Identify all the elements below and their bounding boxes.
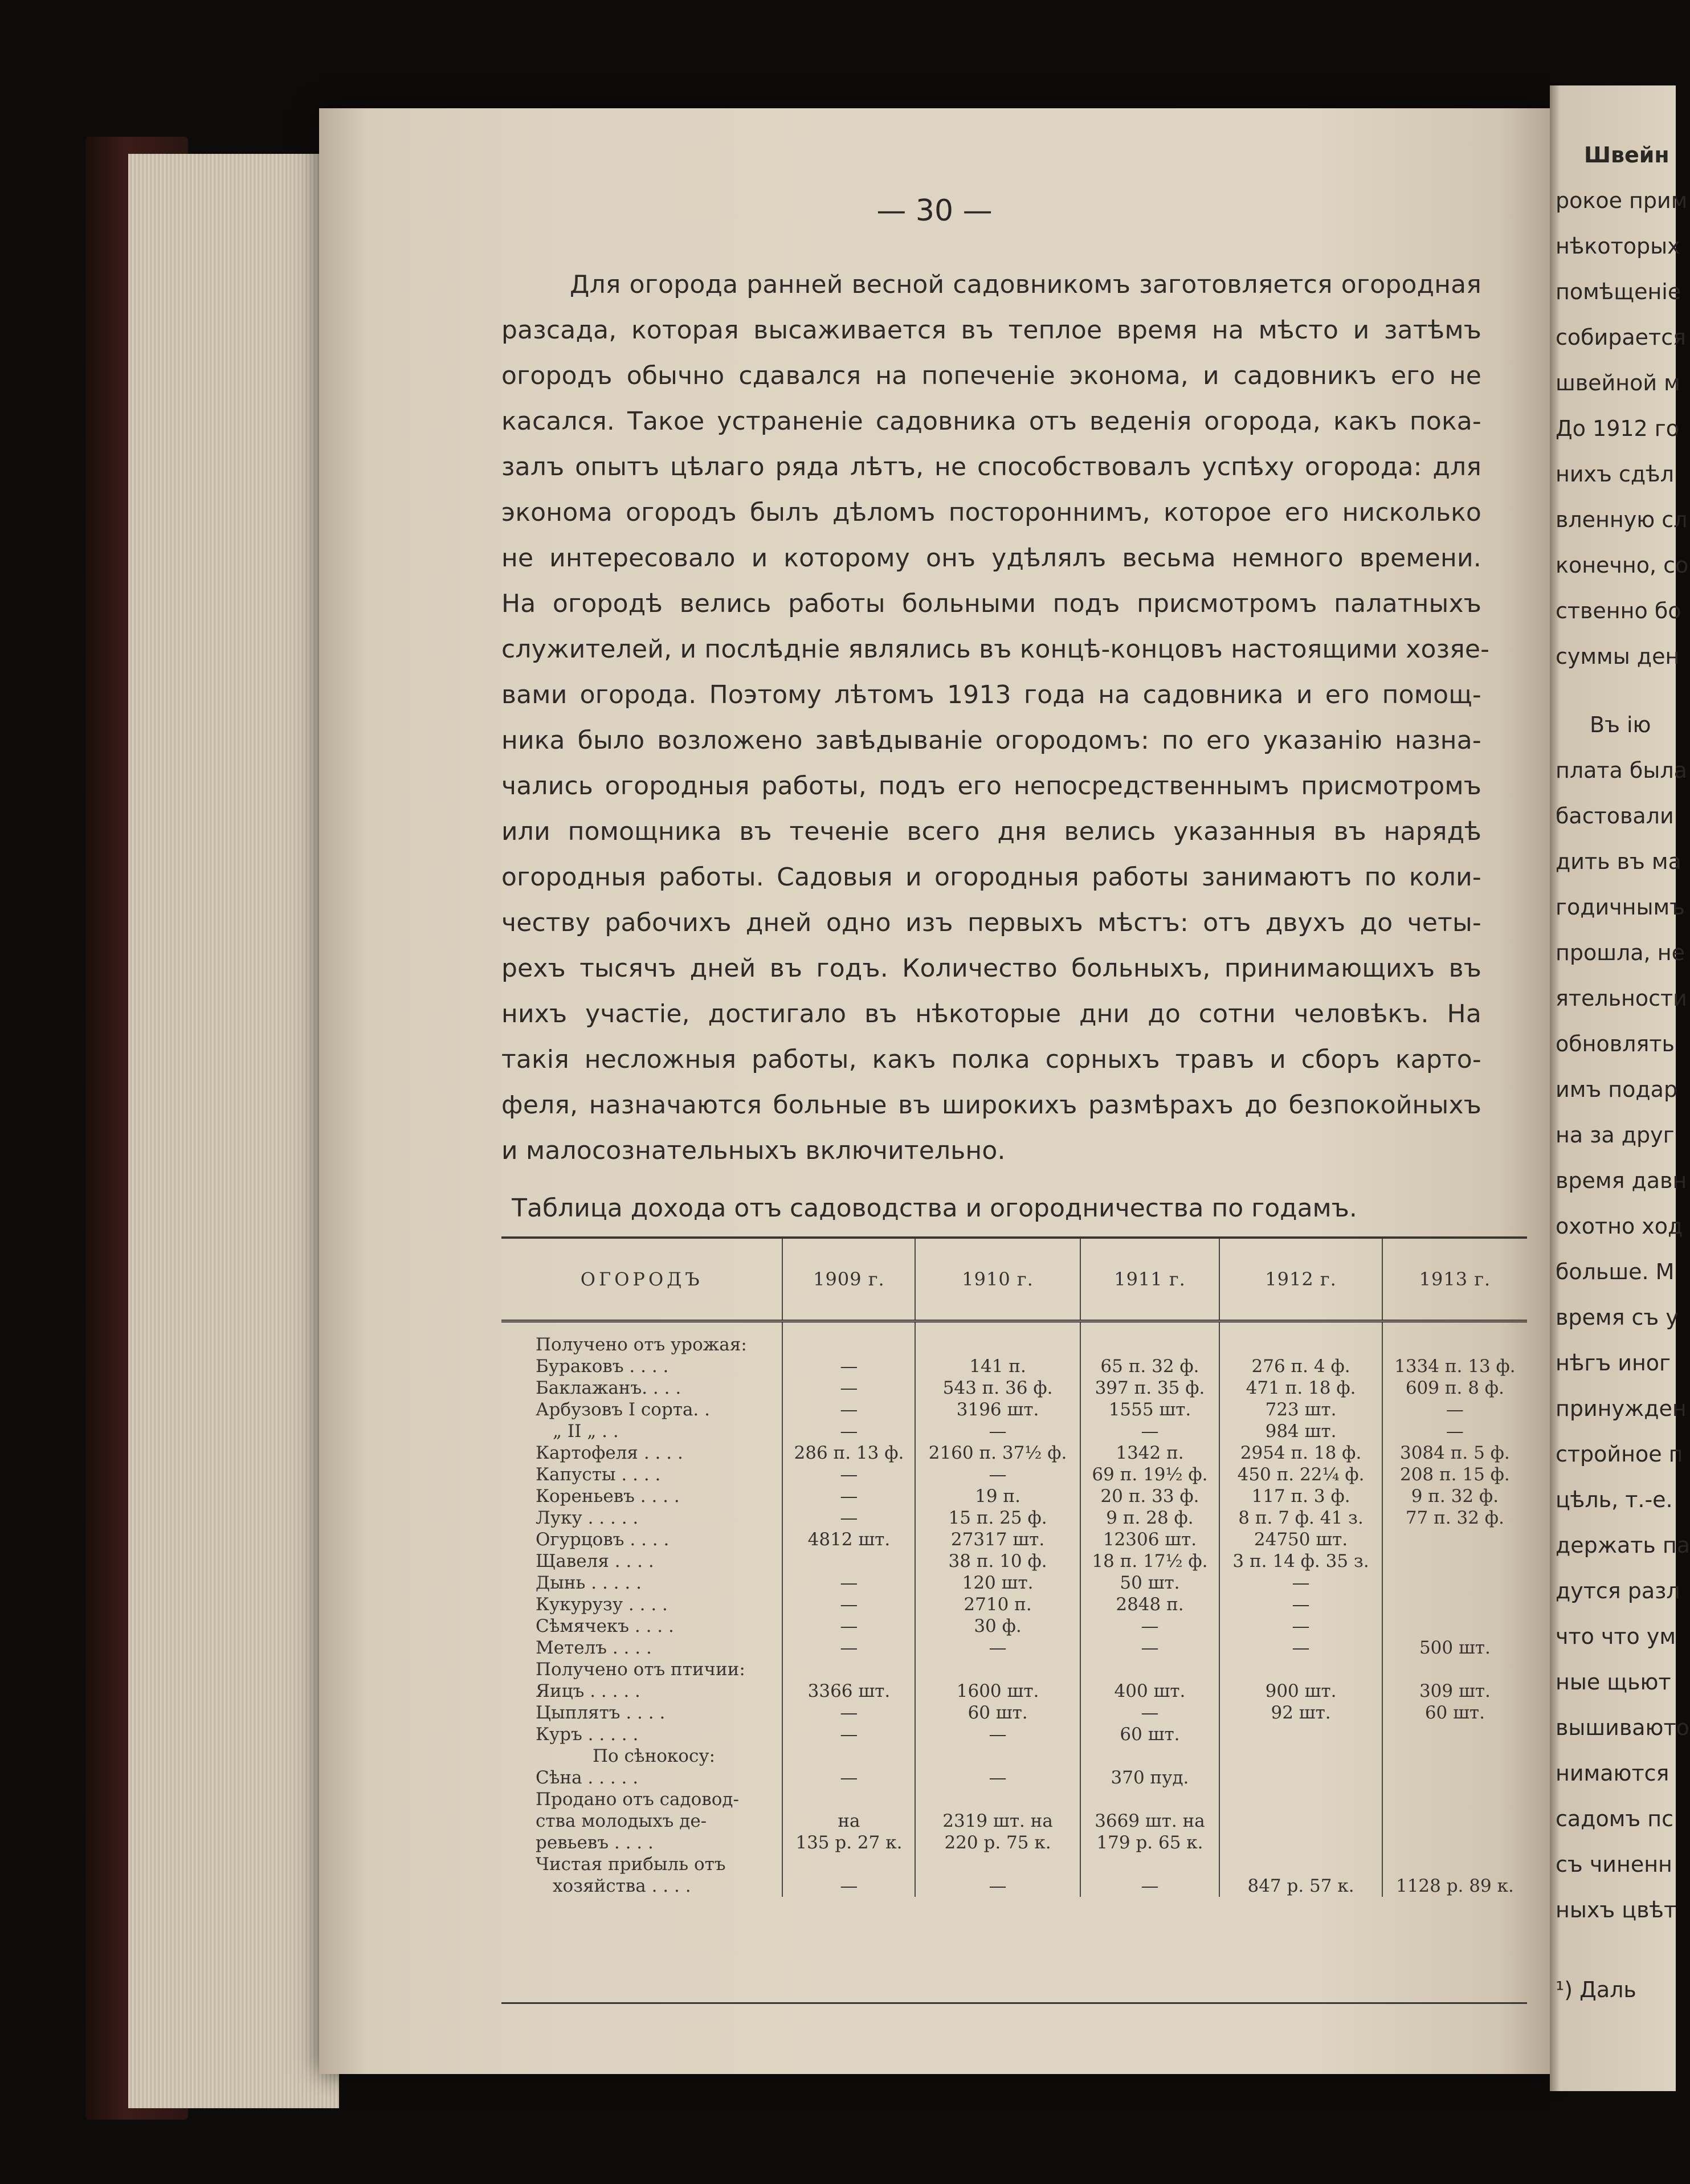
table-cell xyxy=(1382,1854,1527,1875)
table-cell: — xyxy=(782,1615,915,1637)
table-cell xyxy=(1382,1832,1527,1854)
table-cell: 9 п. 28 ф. xyxy=(1080,1507,1220,1529)
facing-page-text-fragment: нѣкоторых xyxy=(1556,234,1680,259)
table-row xyxy=(501,1399,1527,1420)
facing-page-text-fragment: Въ ію xyxy=(1590,712,1651,737)
table-cell xyxy=(915,1745,1080,1767)
table-cell: 2954 п. 18 ф. xyxy=(1219,1442,1382,1464)
facing-page-text-fragment: имъ подар xyxy=(1556,1077,1678,1102)
table-cell: 3196 шт. xyxy=(915,1399,1080,1420)
facing-page-text-fragment: нихъ сдѣл xyxy=(1556,462,1674,487)
row-label: Картофеля . . . . xyxy=(536,1443,683,1463)
table-header-row xyxy=(501,1239,1527,1321)
table-cell: 4812 шт. xyxy=(782,1529,915,1550)
table-caption: Таблица дохода отъ садоводства и огородничества по годамъ. xyxy=(512,1194,1357,1223)
row-label: Баклажанъ. . . . xyxy=(536,1378,681,1398)
table-cell: 286 п. 13 ф. xyxy=(782,1442,915,1464)
facing-page-text-fragment: собирается xyxy=(1556,325,1686,350)
table-cell xyxy=(782,1659,915,1680)
table-cell: 2848 п. xyxy=(1080,1594,1220,1615)
table-row xyxy=(501,1724,1527,1745)
table-row xyxy=(501,1789,1527,1810)
table-cell: 220 р. 75 к. xyxy=(915,1832,1080,1854)
table-cell: 1342 п. xyxy=(1080,1442,1220,1464)
table-cell xyxy=(1382,1659,1527,1680)
column-header-year: 1913 г. xyxy=(1382,1239,1527,1321)
paragraph-line: честву рабочихъ дней одно изъ первыхъ мѣстъ: отъ двухъ до четы- xyxy=(501,908,1481,937)
table-cell: 3084 п. 5 ф. xyxy=(1382,1442,1527,1464)
table-cell: — xyxy=(782,1767,915,1789)
paragraph-line: Для огорода ранней весной садовникомъ заготовляется огородная xyxy=(570,270,1481,299)
body-paragraph xyxy=(501,262,1490,1174)
row-label: Продано отъ садовод- xyxy=(536,1789,739,1810)
table-cell: 19 п. xyxy=(915,1485,1080,1507)
table-cell: 900 шт. xyxy=(1219,1680,1382,1702)
income-table-container xyxy=(501,1236,1527,2004)
table-cell: 2319 шт. на xyxy=(915,1810,1080,1832)
table-cell: 847 р. 57 к. xyxy=(1219,1875,1382,1897)
column-header-year: 1911 г. xyxy=(1080,1239,1220,1321)
table-cell: — xyxy=(782,1702,915,1724)
facing-page-text-fragment: годичнымъ xyxy=(1556,895,1685,920)
facing-page-text-fragment: рокое прим xyxy=(1556,188,1688,213)
table-cell: 60 шт. xyxy=(915,1702,1080,1724)
table-cell: 24750 шт. xyxy=(1219,1529,1382,1550)
table-cell: 3 п. 14 ф. 35 з. xyxy=(1219,1550,1382,1572)
table-cell: 1600 шт. xyxy=(915,1680,1080,1702)
table-cell: — xyxy=(1219,1572,1382,1594)
table-spacer-row xyxy=(501,1321,1527,1334)
facing-page-text-fragment: До 1912 го xyxy=(1556,416,1680,441)
table-row xyxy=(501,1420,1527,1442)
facing-page-text-fragment: бастовали xyxy=(1556,803,1674,828)
row-label: Чистая прибыль отъ xyxy=(536,1854,726,1875)
facing-page-text-fragment: помѣщеніе xyxy=(1556,279,1681,304)
table-cell xyxy=(915,1789,1080,1810)
facing-page-text-fragment: швейной м xyxy=(1556,370,1680,395)
table-cell xyxy=(1219,1832,1382,1854)
table-cell: 500 шт. xyxy=(1382,1637,1527,1659)
row-label: Получено отъ урожая: xyxy=(536,1334,747,1355)
table-cell: — xyxy=(915,1420,1080,1442)
facing-page-text-fragment: ственно бо xyxy=(1556,598,1681,623)
table-cell xyxy=(1080,1334,1220,1356)
table-cell: 69 п. 19½ ф. xyxy=(1080,1464,1220,1485)
table-row xyxy=(501,1832,1527,1854)
row-label: „ II „ . . xyxy=(553,1421,619,1442)
table-cell: 92 шт. xyxy=(1219,1702,1382,1724)
facing-page-text-fragment: Швейн xyxy=(1584,142,1669,168)
table-cell: 38 п. 10 ф. xyxy=(915,1550,1080,1572)
table-cell xyxy=(1382,1572,1527,1594)
paragraph-line: чались огородныя работы, подъ его непосредственнымъ присмотромъ xyxy=(501,771,1481,801)
table-cell: 1128 р. 89 к. xyxy=(1382,1875,1527,1897)
paragraph-line: такія несложныя работы, какъ полка сорныхъ травъ и сборъ карто- xyxy=(501,1045,1481,1074)
facing-page-text-fragment: дить въ ма xyxy=(1556,849,1681,874)
facing-page-text-fragment: что что ум xyxy=(1556,1624,1676,1649)
table-cell: 60 шт. xyxy=(1382,1702,1527,1724)
table-cell: 27317 шт. xyxy=(915,1529,1080,1550)
table-cell xyxy=(1219,1810,1382,1832)
table-cell: — xyxy=(782,1356,915,1377)
table-cell: 3669 шт. на xyxy=(1080,1810,1220,1832)
table-cell xyxy=(1219,1854,1382,1875)
table-cell: 65 п. 32 ф. xyxy=(1080,1356,1220,1377)
table-cell xyxy=(1080,1854,1220,1875)
row-label: Огурцовъ . . . . xyxy=(536,1529,670,1550)
table-cell xyxy=(1382,1615,1527,1637)
table-cell: 400 шт. xyxy=(1080,1680,1220,1702)
facing-page-text-fragment: ныхъ цвѣт xyxy=(1556,1897,1677,1922)
table-cell: 135 р. 27 к. xyxy=(782,1832,915,1854)
facing-page-text-fragment: ные щьют xyxy=(1556,1669,1671,1695)
table-cell xyxy=(1219,1334,1382,1356)
column-header-category: ОГОРОДЪ xyxy=(501,1239,782,1321)
paragraph-line: касался. Такое устраненіе садовника отъ веденія огорода, какъ пока- xyxy=(501,407,1481,436)
table-cell xyxy=(782,1550,915,1572)
table-row xyxy=(501,1702,1527,1724)
table-cell: — xyxy=(915,1724,1080,1745)
table-cell: 30 ф. xyxy=(915,1615,1080,1637)
table-row xyxy=(501,1377,1527,1399)
row-label: ства молодыхъ де- xyxy=(536,1811,707,1831)
table-cell: — xyxy=(782,1377,915,1399)
row-label: Кукурузу . . . . xyxy=(536,1594,668,1615)
table-row xyxy=(501,1854,1527,1875)
table-cell: 15 п. 25 ф. xyxy=(915,1507,1080,1529)
row-label: Яицъ . . . . . xyxy=(536,1681,640,1701)
table-cell: — xyxy=(782,1572,915,1594)
row-label: Арбузовъ I сорта. . xyxy=(536,1399,710,1420)
row-label: Бураковъ . . . . xyxy=(536,1356,669,1377)
facing-page-text-fragment: суммы ден xyxy=(1556,644,1680,669)
paragraph-line: рехъ тысячъ дней въ годъ. Количество больныхъ, принимающихъ въ xyxy=(501,954,1481,983)
table-cell: — xyxy=(782,1594,915,1615)
facing-page-text-fragment: прошла, не xyxy=(1556,940,1685,965)
paragraph-line: нихъ участіе, достигало въ нѣкоторые дни до сотни человѣкъ. На xyxy=(501,999,1481,1028)
paragraph-line: вами огорода. Поэтому лѣтомъ 1913 года на садовника и его помощ- xyxy=(501,680,1481,709)
table-cell: 117 п. 3 ф. xyxy=(1219,1485,1382,1507)
table-cell: — xyxy=(782,1420,915,1442)
table-row xyxy=(501,1659,1527,1680)
row-label: Капусты . . . . xyxy=(536,1464,661,1485)
table-cell xyxy=(1382,1550,1527,1572)
row-label: Метелъ . . . . xyxy=(536,1638,652,1658)
facing-page-text-fragment: ятельности xyxy=(1556,986,1687,1011)
table-cell: — xyxy=(1080,1702,1220,1724)
table-cell xyxy=(1219,1659,1382,1680)
facing-page-text-fragment: стройное п xyxy=(1556,1442,1683,1467)
table-cell: 12306 шт. xyxy=(1080,1529,1220,1550)
table-cell xyxy=(1382,1789,1527,1810)
table-cell xyxy=(1382,1810,1527,1832)
table-cell: 543 п. 36 ф. xyxy=(915,1377,1080,1399)
book-page xyxy=(319,108,1550,2074)
facing-page-text-fragment: время съ у xyxy=(1556,1305,1679,1330)
table-row xyxy=(501,1637,1527,1659)
table-cell xyxy=(915,1854,1080,1875)
facing-page-text-fragment: нимаются xyxy=(1556,1761,1669,1786)
page-stack-edge xyxy=(128,154,339,2108)
table-row xyxy=(501,1615,1527,1637)
table-cell: — xyxy=(915,1875,1080,1897)
table-row xyxy=(501,1485,1527,1507)
row-label: Куръ . . . . . xyxy=(536,1724,639,1745)
table-cell xyxy=(1382,1767,1527,1789)
table-cell xyxy=(782,1789,915,1810)
table-cell: 8 п. 7 ф. 41 з. xyxy=(1219,1507,1382,1529)
row-label: Щавеля . . . . xyxy=(536,1551,654,1571)
table-row xyxy=(501,1529,1527,1550)
table-cell: 309 шт. xyxy=(1382,1680,1527,1702)
paragraph-line: огородныя работы. Садовыя и огородныя работы занимаютъ по коли- xyxy=(501,863,1481,892)
facing-page-text-fragment: вышиваюто xyxy=(1556,1715,1689,1740)
table-cell xyxy=(782,1854,915,1875)
column-header-year: 1909 г. xyxy=(782,1239,915,1321)
table-cell: 1555 шт. xyxy=(1080,1399,1220,1420)
table-cell: — xyxy=(782,1485,915,1507)
table-row xyxy=(501,1550,1527,1572)
table-cell: — xyxy=(1219,1615,1382,1637)
table-cell: 370 пуд. xyxy=(1080,1767,1220,1789)
table-cell: — xyxy=(782,1724,915,1745)
table-cell xyxy=(1080,1789,1220,1810)
table-cell: — xyxy=(1080,1875,1220,1897)
table-cell: 471 п. 18 ф. xyxy=(1219,1377,1382,1399)
table-cell: 141 п. xyxy=(915,1356,1080,1377)
table-cell: 208 п. 15 ф. xyxy=(1382,1464,1527,1485)
row-label: Дынь . . . . . xyxy=(536,1573,642,1593)
table-cell: 18 п. 17½ ф. xyxy=(1080,1550,1220,1572)
table-cell: — xyxy=(782,1637,915,1659)
table-cell: на xyxy=(782,1810,915,1832)
facing-page-text-fragment: дутся разл xyxy=(1556,1578,1680,1603)
facing-page-text-fragment: нѣгъ иног xyxy=(1556,1350,1671,1375)
table-cell: — xyxy=(915,1637,1080,1659)
row-label: ревьевъ . . . . xyxy=(536,1832,654,1853)
paragraph-line: или помощника въ теченіе всего дня велись указанныя въ нарядѣ xyxy=(501,817,1481,846)
table-cell: — xyxy=(1080,1637,1220,1659)
table-cell: 120 шт. xyxy=(915,1572,1080,1594)
table-cell xyxy=(1382,1529,1527,1550)
table-cell xyxy=(915,1334,1080,1356)
table-cell xyxy=(915,1659,1080,1680)
table-cell xyxy=(1219,1745,1382,1767)
facing-page-text-fragment: садомъ пс xyxy=(1556,1806,1674,1831)
facing-page-text-fragment: съ чиненн xyxy=(1556,1852,1672,1877)
table-cell: 20 п. 33 ф. xyxy=(1080,1485,1220,1507)
table-cell xyxy=(1382,1334,1527,1356)
facing-page-text-fragment: держать па xyxy=(1556,1533,1690,1558)
paragraph-line: служителей, и послѣдніе являлись въ концѣ-концовъ настоящими хозяе- xyxy=(501,635,1490,664)
table-cell: 77 п. 32 ф. xyxy=(1382,1507,1527,1529)
table-row xyxy=(501,1442,1527,1464)
table-cell: — xyxy=(1080,1615,1220,1637)
table-row xyxy=(501,1464,1527,1485)
table-cell: 9 п. 32 ф. xyxy=(1382,1485,1527,1507)
facing-page-text-fragment: вленную сл xyxy=(1556,507,1688,532)
facing-page-text-fragment: время давн xyxy=(1556,1168,1687,1193)
table-cell: 1334 п. 13 ф. xyxy=(1382,1356,1527,1377)
table-row xyxy=(501,1875,1527,1897)
table-cell: — xyxy=(782,1399,915,1420)
paragraph-line: не интересовало и которому онъ удѣлялъ весьма немного времени. xyxy=(501,544,1481,573)
table-cell: — xyxy=(782,1464,915,1485)
table-row xyxy=(501,1680,1527,1702)
page-number: — 30 — xyxy=(876,194,993,228)
table-cell: 2710 п. xyxy=(915,1594,1080,1615)
facing-page-text-fragment: охотно ход xyxy=(1556,1214,1683,1239)
table-cell xyxy=(782,1334,915,1356)
table-cell: 50 шт. xyxy=(1080,1572,1220,1594)
table-cell xyxy=(1080,1745,1220,1767)
paragraph-line: феля, назначаются больные въ широкихъ размѣрахъ до безпокойныхъ xyxy=(501,1091,1481,1120)
table-cell xyxy=(1219,1789,1382,1810)
column-header-year: 1912 г. xyxy=(1219,1239,1382,1321)
table-cell xyxy=(1382,1594,1527,1615)
facing-page-text-fragment: принужден xyxy=(1556,1396,1687,1421)
table-cell: — xyxy=(782,1875,915,1897)
paragraph-line: огородъ обычно сдавался на попеченіе эконома, и садовникъ его не xyxy=(501,361,1481,390)
row-label: По сѣнокосу: xyxy=(593,1746,716,1766)
paragraph-line: эконома огородъ былъ дѣломъ постороннимъ, которое его нисколько xyxy=(501,498,1481,527)
facing-page-text-fragment: больше. М xyxy=(1556,1259,1675,1284)
paragraph-line: разсада, которая высаживается въ теплое время на мѣсто и затѣмъ xyxy=(501,316,1481,345)
paragraph-line: На огородѣ велись работы больными подъ присмотромъ палатныхъ xyxy=(501,589,1481,618)
table-cell: 179 р. 65 к. xyxy=(1080,1832,1220,1854)
row-label: Сѣмячекъ . . . . xyxy=(536,1616,674,1636)
table-cell: — xyxy=(1219,1594,1382,1615)
table-cell: 984 шт. xyxy=(1219,1420,1382,1442)
table-row xyxy=(501,1507,1527,1529)
row-label: Кореньевъ . . . . xyxy=(536,1486,680,1507)
table-cell: — xyxy=(1219,1637,1382,1659)
table-cell xyxy=(1382,1745,1527,1767)
row-label: Получено отъ птичии: xyxy=(536,1659,745,1680)
facing-page-text-fragment: на за друг xyxy=(1556,1122,1675,1148)
table-row xyxy=(501,1356,1527,1377)
table-cell: 276 п. 4 ф. xyxy=(1219,1356,1382,1377)
table-cell: — xyxy=(915,1464,1080,1485)
table-cell xyxy=(1080,1659,1220,1680)
income-table xyxy=(501,1239,1527,1897)
paragraph-line: ника было возложено завѣдываніе огородомъ: по его указанію назна- xyxy=(501,726,1481,755)
table-cell: — xyxy=(782,1507,915,1529)
facing-page-text-fragment: цѣль, т.-е. xyxy=(1556,1487,1673,1512)
table-cell: — xyxy=(1080,1420,1220,1442)
row-label: Цыплятъ . . . . xyxy=(536,1703,666,1723)
row-label: Сѣна . . . . . xyxy=(536,1767,639,1788)
table-cell: 60 шт. xyxy=(1080,1724,1220,1745)
table-cell: — xyxy=(1382,1399,1527,1420)
table-row xyxy=(501,1334,1527,1356)
table-cell: — xyxy=(915,1767,1080,1789)
facing-page-text-fragment: ¹) Даль xyxy=(1556,1977,1636,2002)
facing-page xyxy=(1550,85,1690,2091)
table-cell: 3366 шт. xyxy=(782,1680,915,1702)
table-cell: 397 п. 35 ф. xyxy=(1080,1377,1220,1399)
row-label: Луку . . . . . xyxy=(536,1508,639,1528)
table-cell xyxy=(1382,1724,1527,1745)
facing-page-text-fragment: конечно, со xyxy=(1556,553,1689,578)
paragraph-line: и малосознательныхъ включительно. xyxy=(501,1136,1006,1165)
table-cell xyxy=(1219,1724,1382,1745)
table-cell: 450 п. 22¼ ф. xyxy=(1219,1464,1382,1485)
facing-page-text-fragment: плата была xyxy=(1556,758,1687,783)
table-row xyxy=(501,1810,1527,1832)
table-row xyxy=(501,1572,1527,1594)
row-label: хозяйства . . . . xyxy=(553,1876,691,1896)
column-header-year: 1910 г. xyxy=(915,1239,1080,1321)
table-row xyxy=(501,1594,1527,1615)
table-cell xyxy=(782,1745,915,1767)
table-cell: 609 п. 8 ф. xyxy=(1382,1377,1527,1399)
table-cell: 723 шт. xyxy=(1219,1399,1382,1420)
facing-page-text-fragment: обновлять xyxy=(1556,1031,1675,1056)
table-cell xyxy=(1219,1767,1382,1789)
paragraph-line: залъ опытъ цѣлаго ряда лѣтъ, не способствовалъ успѣху огорода: для xyxy=(501,452,1481,481)
table-cell: — xyxy=(1382,1420,1527,1442)
table-cell: 2160 п. 37½ ф. xyxy=(915,1442,1080,1464)
table-row xyxy=(501,1745,1527,1767)
table-row xyxy=(501,1767,1527,1789)
